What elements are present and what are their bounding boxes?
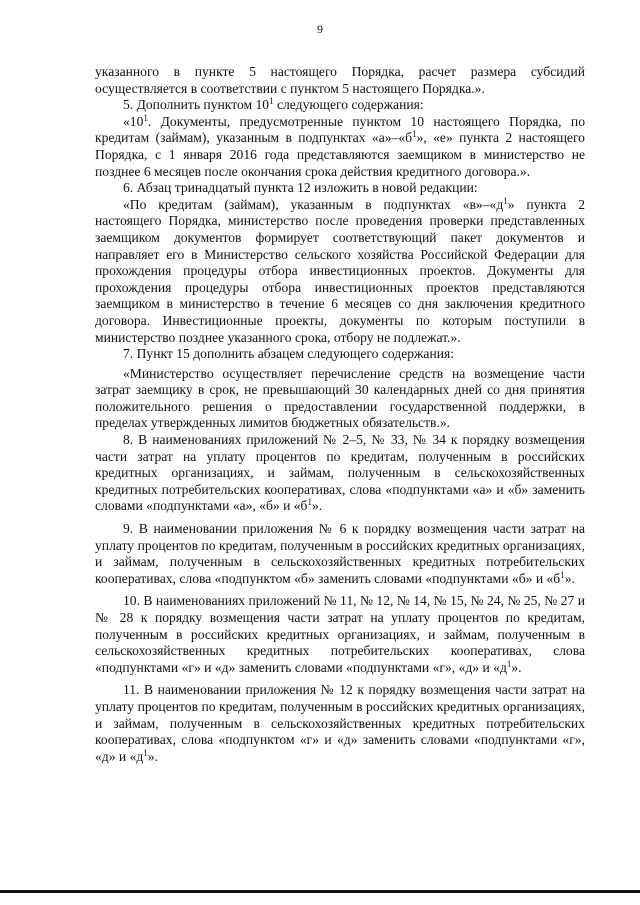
paragraph-item-9 xyxy=(95,521,585,587)
superscript: 1 xyxy=(412,129,417,140)
paragraph-item-8 xyxy=(95,432,585,515)
text-run: ». xyxy=(564,570,575,586)
paragraph-item-6 xyxy=(95,180,585,197)
superscript: 1 xyxy=(269,96,274,107)
text-run: ». xyxy=(311,498,323,514)
text-run: «Министерство осуществляет перечисление средств на возмещение части затрат заемщику в срок, не превышающий 30 календарных дней со дня принятия положительного решения о предоставлении государственной поддержки, в пределах утвержденных лимитов бюджетных обязательств.». xyxy=(95,365,585,431)
paragraph-item-10 xyxy=(95,593,585,676)
superscript: 1 xyxy=(307,497,312,508)
text-run: ». xyxy=(511,659,522,675)
superscript: 1 xyxy=(560,569,565,580)
superscript: 1 xyxy=(506,658,512,669)
paragraph-item-11 xyxy=(95,682,585,765)
superscript: 1 xyxy=(503,195,508,206)
text-run: «По кредитам (займам), указанным в подпунктах «в»–«д xyxy=(123,196,504,212)
text-run: следующего содержания: xyxy=(273,97,424,113)
page-number: 9 xyxy=(317,22,323,36)
text-run: 11. В наименовании приложения № 12 к порядку возмещения части затрат на уплату процентов по кредитам, полученным в российских кредитных организациях, и займам, полученным в сельскохозяйственных кредитных потребительских кооперативах, слова «подпунктом «г» и «д» заменить словами «подпунктами «г», «д» и «д xyxy=(95,682,585,764)
paragraph-continuation xyxy=(95,64,585,97)
text-run: указанного в пункте 5 настоящего Порядка, расчет размера субсидий осуществляется в соответствии с пунктом 5 настоящего Порядка.». xyxy=(95,64,585,96)
text-run: 9. В наименовании приложения № 6 к порядку возмещения части затрат на уплату процентов по кредитам, полученным в российских кредитных организациях, и займам, полученным в сельскохозяйственных кредитных потребительских кооперативах, слова «подпунктом «б» заменить словами «подпунктами «б» и «б xyxy=(95,521,585,586)
text-run: » пункта 2 настоящего Порядка, министерство после проведения проверки представленных заемщиком документов формирует соответствующий пакет документов и направляет его в Министерство сельского хозяйства Российской Федерации для прохождения процедуры отбора инвестиционных проектов. Документы для прохождения процедуры отбора инвестиционных проектов представляются заемщиком в министерство в течение 6 месяцев со дня заключения кредитного договора. Инвестиционные проекты, документы по которым поступили в министерство позднее указанного срока, отбору не подлежат.». xyxy=(95,196,585,345)
text-run: 5. Дополнить пунктом 10 xyxy=(123,97,270,113)
paragraph-item-5 xyxy=(95,97,585,114)
text-run: 7. Пункт 15 дополнить абзацем следующего содержания: xyxy=(123,346,455,362)
paragraph-item-7-text xyxy=(95,366,585,432)
superscript: 1 xyxy=(143,112,148,123)
paragraph-item-5-text xyxy=(95,114,585,180)
paragraph-item-7 xyxy=(95,346,585,363)
text-run: «10 xyxy=(123,113,144,129)
paragraph-item-6-text xyxy=(95,197,585,346)
text-run: 6. Абзац тринадцатый пункта 12 изложить в новой редакции: xyxy=(123,180,478,196)
text-run: », «е» пункта 2 настоящего Порядка, с 1 января 2016 года представляются заемщиком в министерство не позднее 6 месяцев после окончания срока действия кредитного договора.». xyxy=(95,130,585,179)
text-run: 8. В наименованиях приложений № 2–5, № 33, № 34 к порядку возмещения части затрат на уплату процентов по кредитам, полученным в российских кредитных организациях, и займам, полученным в сельскохозяйственных кредитных потребительских кооперативах, слова «подпунктами «а» и «б» заменить словами «подпунктами «а», «б» и «б xyxy=(95,432,585,514)
superscript: 1 xyxy=(143,747,148,758)
text-run: 10. В наименованиях приложений № 11, № 12, № 14, № 15, № 24, № 25, № 27 и № 28 к порядку возмещения части затрат на уплату процентов по кредитам, полученным в российских кредитных организациях, и займам, полученным в сельскохозяйственных кредитных потребительских кооперативах, слова «подпунктами «г» и «д» заменить словами «подпунктами «г», «д» и «д xyxy=(95,593,585,675)
text-run: ». xyxy=(147,748,158,764)
bottom-border-line xyxy=(0,890,640,893)
text-run: . Документы, предусмотренные пунктом 10 настоящего Порядка, по кредитам (займам), указанным в подпунктах «а»–«б xyxy=(95,113,585,146)
document-body xyxy=(95,64,585,765)
